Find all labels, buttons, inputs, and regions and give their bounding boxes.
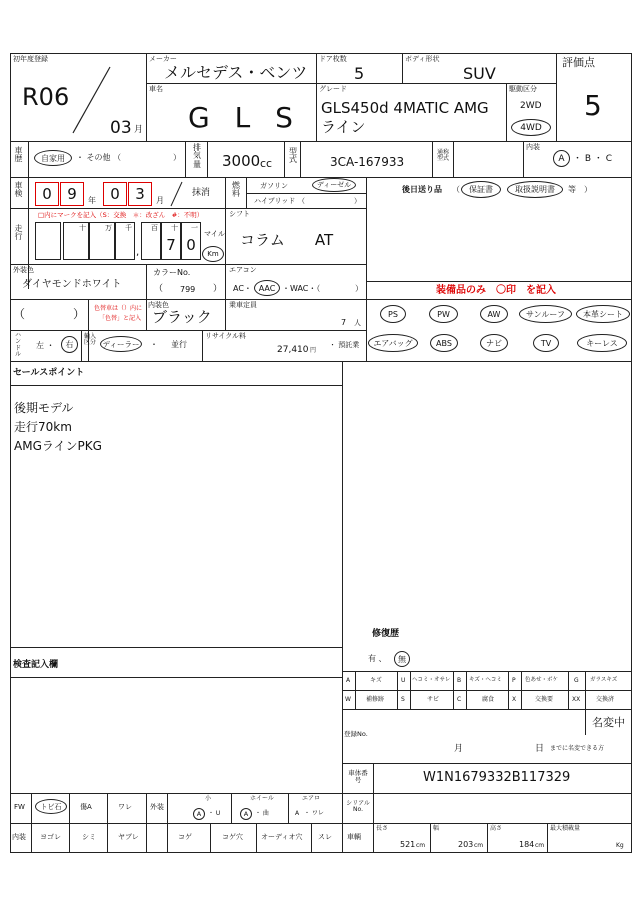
fuel-hybrid: ハイブリッド	[254, 197, 296, 205]
model-code-value: 3CA-167933	[330, 155, 405, 169]
load-unit: Kg	[616, 842, 624, 849]
first-registration-slash	[70, 65, 115, 135]
aircon-close: ）	[355, 284, 363, 293]
repair-no: 無	[398, 654, 406, 664]
equipment-pw	[429, 305, 458, 323]
exterior-a1: A	[196, 810, 202, 818]
color-change-note2: 「色替」と記入	[99, 315, 142, 322]
registration-month: 月	[454, 744, 464, 754]
inspection-year-d2	[60, 182, 84, 206]
width-value: 203	[458, 840, 474, 849]
legend-r1-c6: キズ・ヘコミ	[469, 677, 502, 683]
fuel-hybrid-paren: （ ）	[298, 197, 361, 205]
exterior-u: ・ U	[208, 810, 221, 817]
height-unit: cm	[535, 842, 545, 849]
interior-color-value: ブラック	[152, 308, 212, 326]
legend-r2-c9: XX	[572, 696, 581, 703]
legend-r1-c10: ガラスキズ	[590, 677, 618, 683]
inspection-year-unit: 年	[88, 196, 96, 205]
drive-2wd: 2WD	[520, 101, 542, 111]
exterior-a1-circle	[193, 808, 205, 820]
repair-no-circle	[394, 651, 410, 667]
capacity-label: 乗車定員	[229, 301, 257, 309]
mileage-unit-4: 十	[171, 224, 178, 232]
legend-r1-c9: G	[574, 677, 579, 684]
recycle-deposit: ・ 預託業	[329, 341, 360, 349]
mileage-box-1	[35, 222, 61, 260]
registration-label: 登録No.	[344, 730, 368, 738]
inspection-erase: 抹消	[192, 188, 211, 198]
serial-label: シリアルNo.	[346, 800, 370, 814]
exterior-wheel: ホイール	[250, 795, 274, 802]
exterior-small: 小	[205, 795, 212, 802]
legend-r2-c7: X	[512, 696, 517, 703]
handle-right-circle	[61, 336, 78, 353]
inspection-month-d2-text: 3	[135, 185, 145, 203]
fuel-label: 燃料	[232, 181, 240, 199]
exterior-color-value: ダイヤモンドホワイト	[22, 279, 122, 290]
score-label: 評価点	[562, 56, 595, 69]
color-no-value: 799	[180, 285, 196, 294]
fw-ware: ワレ	[118, 803, 132, 811]
doors-value: 5	[354, 64, 365, 83]
mileage-digit-tens: 7	[166, 236, 176, 254]
length-label: 長さ	[376, 825, 389, 832]
inspection-month-d2	[128, 182, 152, 206]
height-label: 高さ	[490, 825, 503, 832]
body-type-value: SUV	[463, 64, 496, 83]
exterior-curve: ・ 曲	[255, 810, 269, 817]
color-no-label: カラーNo.	[153, 268, 191, 277]
legend-r2-c2: 補修跡	[366, 696, 385, 703]
equipment-leather	[576, 305, 630, 323]
history-close: ）	[173, 153, 181, 162]
recycle-label: リサイクル料	[205, 332, 247, 340]
aircon-label: エアコン	[229, 266, 257, 274]
displacement-unit: cc	[260, 157, 273, 170]
score-value: 5	[584, 89, 602, 122]
color-no-open: （	[154, 284, 164, 294]
equipment-tv	[533, 334, 559, 352]
mileage-unit-2: 千	[125, 224, 132, 232]
equipment-navi-text: ナビ	[486, 338, 502, 348]
mileage-km-circle	[202, 246, 224, 262]
mileage-unit-1: 万	[105, 224, 112, 232]
model-name-value: G L S	[188, 101, 301, 134]
exterior-a2-circle	[240, 808, 252, 820]
grade-label: グレード	[319, 85, 347, 93]
form-frame	[10, 53, 632, 853]
equipment-leather-text: 本革シート	[583, 309, 623, 319]
interior-bottom-item-1: ヨゴレ	[40, 833, 61, 841]
import-parallel: 並行	[171, 340, 187, 349]
mileage-mile: マイル	[204, 230, 225, 238]
mileage-km: Km	[207, 250, 219, 258]
displacement-label: 排気量	[193, 143, 201, 169]
legend-r1-c5: B	[457, 677, 462, 684]
mileage-box-5	[141, 222, 161, 260]
dimensions-label: 車輌	[347, 833, 361, 841]
inspection-month-unit: 月	[156, 196, 164, 205]
mileage-digit-ones: 0	[186, 236, 196, 254]
load-label: 最大積載量	[550, 825, 581, 832]
equipment-sunroof	[519, 305, 572, 323]
mileage-note: □内にマークを記入（S：交換 ＊：改ざん #：不明）	[38, 211, 204, 219]
inspection-slash	[168, 180, 184, 208]
import-dealer: ディーラー	[102, 339, 140, 349]
drive-4wd: 4WD	[520, 122, 542, 133]
legend-r1-c4: ヘコミ・オサレ	[412, 677, 451, 683]
exterior-aero: エアロ	[302, 795, 321, 802]
mileage-box-3	[89, 222, 115, 260]
first-registration-label: 初年度登録	[13, 55, 48, 63]
inspection-label: 車検	[14, 181, 23, 199]
model-code-label: 型式	[289, 147, 297, 165]
sales-point-3: AMGラインPKG	[14, 439, 102, 453]
first-registration-month-unit: 月	[134, 125, 144, 135]
inspection-section-title: 検査記入欄	[13, 660, 59, 670]
legend-r2-c3: S	[401, 696, 405, 703]
registration-day: 日	[535, 744, 545, 754]
legend-r2-c5: C	[457, 696, 462, 703]
documents-warranty: 保証書	[469, 185, 493, 194]
equipment-title: 装備品のみ 〇印 を記入	[436, 285, 556, 296]
equipment-pw-text: PW	[437, 309, 450, 319]
interior-bottom-item-7: スレ	[318, 833, 332, 841]
aircon-aac: AAC	[258, 283, 276, 293]
interior-color-label: 内装色	[148, 301, 169, 309]
legend-r1-c2: キズ	[370, 677, 382, 684]
legend-r2-c6: 腐食	[482, 696, 495, 703]
capacity-unit: 人	[354, 319, 361, 327]
equipment-airbag-text: エアバッグ	[373, 338, 413, 348]
model-name-label: 車名	[149, 85, 163, 93]
first-registration-month: 03	[110, 118, 132, 138]
handle-left: 左 ・	[36, 341, 55, 350]
equipment-abs	[430, 334, 458, 352]
length-value: 521	[400, 840, 416, 849]
legend-r1-c3: U	[401, 677, 406, 684]
interior-grade-a: A	[558, 153, 565, 164]
exterior-ware: ・ ワレ	[304, 810, 324, 817]
exterior-color-label: 外装色	[13, 266, 34, 274]
color-change-open: （	[13, 307, 26, 321]
name-change: 名変中	[592, 716, 625, 729]
fuel-diesel-circle	[312, 178, 356, 192]
fuel-diesel: ディーゼル	[316, 181, 352, 189]
first-registration-year: R06	[22, 83, 70, 111]
interior-bottom-item-2: シミ	[82, 833, 96, 841]
interior-bottom-item-5: コゲ穴	[222, 833, 243, 841]
documents-warranty-circle	[461, 181, 501, 198]
recycle-unit: 円	[310, 347, 317, 354]
length-unit: cm	[416, 842, 426, 849]
displacement-value: 3000	[222, 152, 261, 170]
mileage-box-7	[181, 222, 201, 260]
documents-manual-circle	[507, 181, 563, 198]
repair-yes: 有 、	[368, 654, 387, 663]
legend-r1-c1: A	[346, 677, 351, 684]
mileage-unit-3: 百	[151, 224, 158, 232]
legend-r2-c4: サビ	[427, 696, 440, 703]
handle-label: ハンドル	[14, 332, 21, 358]
legend-r2-c8: 交換要	[535, 696, 554, 703]
equipment-abs-text: ABS	[436, 338, 452, 348]
history-other: ・ その他 （	[76, 153, 122, 162]
import-label: 輸入区分	[83, 333, 96, 347]
equipment-navi	[480, 334, 508, 352]
aircon-wac: ・WAC・（	[282, 284, 321, 293]
vin-label: 車体番号	[348, 769, 368, 784]
aircon-aac-circle	[254, 280, 280, 296]
equipment-tv-text: TV	[540, 338, 552, 348]
doors-label: ドア枚数	[319, 55, 347, 63]
color-no-close: ）	[213, 284, 223, 294]
shift-value: コラム AT	[240, 231, 334, 249]
mileage-comma: ,	[136, 247, 140, 258]
exterior-bottom-label: 外装	[150, 803, 164, 811]
vin-value: W1N1679332B117329	[423, 770, 571, 785]
color-change-close: ）	[73, 307, 86, 321]
fw-tobi: トビ石	[40, 802, 62, 811]
interior-grade-label: 内装	[526, 143, 540, 151]
sales-points-title: セールスポイント	[13, 368, 85, 378]
interior-bottom-item-6: オーディオ穴	[261, 833, 303, 841]
equipment-keyless	[577, 334, 627, 352]
maker-label: メーカー	[149, 55, 177, 63]
fw-tobi-circle	[35, 799, 67, 814]
interior-grade-a-circle	[553, 150, 570, 167]
repair-title: 修復歴	[372, 629, 400, 639]
documents-open: （	[452, 185, 460, 194]
equipment-airbag	[368, 334, 418, 352]
width-unit: cm	[474, 842, 484, 849]
documents-manual: 取扱説明書	[515, 185, 555, 194]
handle-right: 右	[65, 340, 74, 349]
legend-r2-c1: W	[345, 696, 351, 703]
grade-line2: ライン	[321, 118, 366, 136]
legend-r1-c7: P	[512, 677, 516, 684]
exterior-a2: A	[243, 810, 249, 818]
legend-r1-c8: 色あせ・ボケ	[525, 677, 559, 683]
inspection-month-d1	[103, 182, 127, 206]
maker-value: メルセデス・ベンツ	[164, 63, 308, 82]
inspection-year-d2-text: 9	[67, 185, 77, 203]
recycle-value: 27,410	[277, 345, 309, 355]
inspection-year-d1	[35, 182, 59, 206]
designation-label: 通称型式	[436, 149, 449, 163]
equipment-keyless-text: キーレス	[586, 338, 618, 348]
drive-4wd-circle	[511, 119, 551, 136]
exterior-a3: A	[295, 810, 300, 817]
sales-point-2: 走行70km	[14, 420, 72, 434]
drive-label: 駆動区分	[509, 85, 537, 93]
inspection-year-d1-text: 0	[42, 185, 52, 203]
aircon-ac: AC・	[233, 284, 252, 293]
equipment-sunroof-text: サンルーフ	[526, 309, 565, 319]
grade-line1: GLS450d 4MATIC AMG	[321, 99, 489, 117]
legend-r2-c10: 交換済	[596, 696, 615, 703]
equipment-aw	[480, 305, 508, 323]
inspection-month-d1-text: 0	[110, 185, 120, 203]
import-sep: ・	[150, 340, 158, 349]
shift-label: シフト	[229, 210, 250, 218]
equipment-ps	[380, 305, 406, 323]
fw-crack: 傷A	[80, 803, 92, 811]
color-change-note1: 色替車は（）内に	[94, 305, 143, 312]
height-value: 184	[519, 840, 535, 849]
interior-grade-rest: ・ B ・ C	[573, 154, 613, 164]
private-use-circle	[34, 150, 72, 166]
documents-etc: 等 ）	[568, 185, 592, 194]
fuel-gasoline: ガソリン	[260, 182, 288, 190]
documents-label: 後日送り品	[402, 185, 442, 194]
sales-point-1: 後期モデル	[14, 401, 74, 415]
body-type-label: ボディ形状	[405, 55, 440, 63]
width-label: 幅	[433, 825, 440, 832]
private-use: 自家用	[41, 153, 65, 163]
mileage-unit-0: 十	[79, 224, 86, 232]
vehicle-history-label: 車歴	[14, 146, 23, 164]
registration-until: までに名変できる方	[550, 745, 605, 752]
interior-bottom-label: 内装	[12, 833, 26, 841]
mileage-box-2	[63, 222, 89, 260]
mileage-unit-5: 一	[191, 224, 198, 232]
interior-bottom-item-4: コゲ	[178, 833, 192, 841]
interior-bottom-item-3: ヤブレ	[118, 833, 139, 841]
capacity-value: 7	[341, 318, 347, 327]
equipment-ps-text: PS	[388, 309, 398, 319]
mileage-box-6	[161, 222, 181, 260]
fw-label: FW	[14, 803, 25, 811]
equipment-aw-text: AW	[487, 309, 501, 319]
mileage-box-4	[115, 222, 135, 260]
import-dealer-circle	[100, 336, 142, 352]
mileage-label: 走行	[14, 224, 23, 242]
